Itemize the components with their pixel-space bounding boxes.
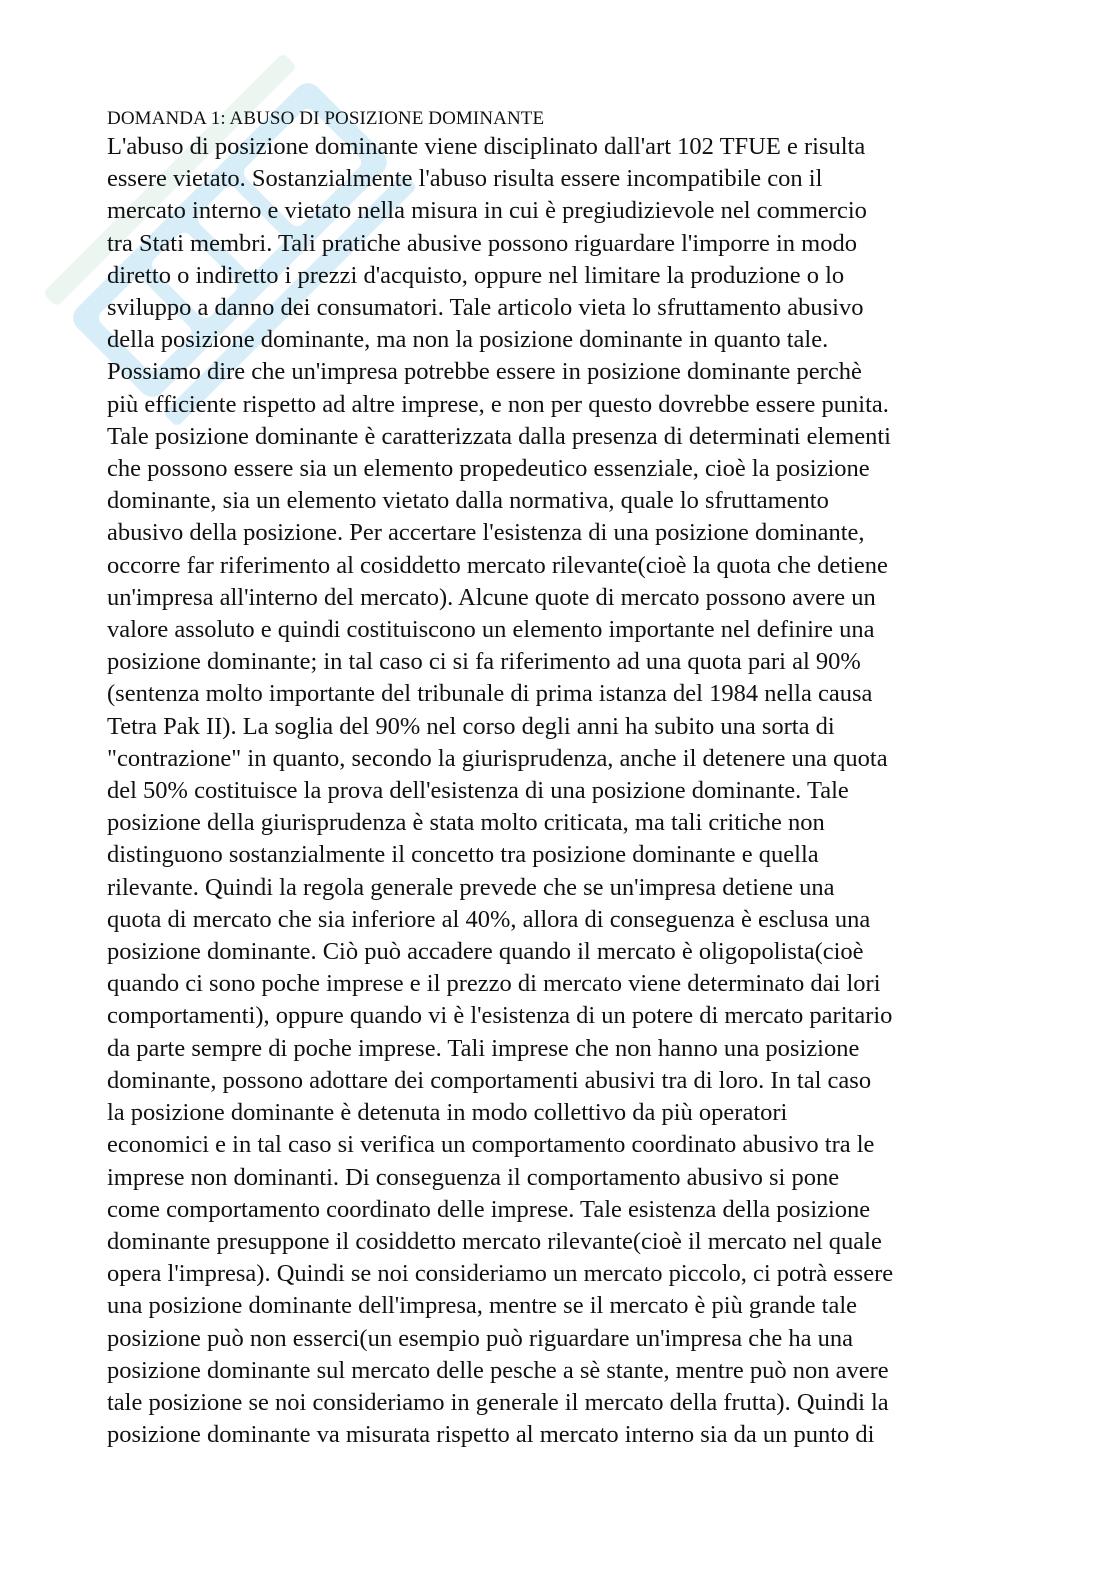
document-body-line: sviluppo a danno dei consumatori. Tale articolo vieta lo sfruttamento abusivo (107, 294, 864, 322)
document-body-line: distinguono sostanzialmente il concetto tra posizione dominante e quella (107, 841, 819, 869)
document-body (107, 131, 1007, 1451)
document-body-line: della posizione dominante, ma non la posizione dominante in quanto tale. (107, 326, 829, 354)
document-body-line: la posizione dominante è detenuta in modo collettivo da più operatori (107, 1099, 788, 1127)
document-body-line: abusivo della posizione. Per accertare l'esistenza di una posizione dominante, (107, 519, 865, 547)
document-body-line: (sentenza molto importante del tribunale di prima istanza del 1984 nella causa (107, 680, 873, 708)
document-body-line: opera l'impresa). Quindi se noi consideriamo un mercato piccolo, ci potrà essere (107, 1260, 894, 1288)
document-body-line: dominante presuppone il cosiddetto mercato rilevante(cioè il mercato nel quale (107, 1227, 882, 1255)
document-body-line: posizione dominante; in tal caso ci si fa riferimento ad una quota pari al 90% (107, 648, 861, 676)
document-heading: DOMANDA 1: ABUSO DI POSIZIONE DOMINANTE (107, 108, 545, 129)
document-body-line: "contrazione" in quanto, secondo la giurisprudenza, anche il detenere una quota (107, 744, 888, 772)
document-body-line: mercato interno e vietato nella misura in cui è pregiudizievole nel commercio (107, 197, 867, 225)
document-body-line: posizione può non esserci(un esempio può riguardare un'impresa che ha una (107, 1324, 853, 1352)
document-body-line: essere vietato. Sostanzialmente l'abuso risulta essere incompatibile con il (107, 165, 823, 193)
document-body-line: un'impresa all'interno del mercato). Alcune quote di mercato possono avere un (107, 583, 876, 611)
document-body-line: tale posizione se noi consideriamo in generale il mercato della frutta). Quindi la (107, 1388, 889, 1416)
document-body-line: economici e in tal caso si verifica un comportamento coordinato abusivo tra le (107, 1131, 875, 1159)
document-body-line: che possono essere sia un elemento propedeutico essenziale, cioè la posizione (107, 455, 870, 483)
document-body-line: posizione dominante sul mercato delle pesche a sè stante, mentre può non avere (107, 1356, 889, 1384)
document-body-line: quota di mercato che sia inferiore al 40%, allora di conseguenza è esclusa una (107, 905, 871, 933)
document-body-line: diretto o indiretto i prezzi d'acquisto, oppure nel limitare la produzione o lo (107, 261, 845, 289)
document-body-line: Tetra Pak II). La soglia del 90% nel corso degli anni ha subito una sorta di (107, 712, 835, 740)
document-body-line: rilevante. Quindi la regola generale prevede che se un'impresa detiene una (107, 873, 835, 901)
document-body-line: come comportamento coordinato delle imprese. Tale esistenza della posizione (107, 1195, 871, 1223)
document-body-line: posizione dominante. Ciò può accadere quando il mercato è oligopolista(cioè (107, 938, 864, 966)
document-body-line: comportamenti), oppure quando vi è l'esistenza di un potere di mercato paritario (107, 1002, 893, 1030)
document-body-line: posizione della giurisprudenza è stata molto criticata, ma tali critiche non (107, 809, 825, 837)
document-body-line: del 50% costituisce la prova dell'esistenza di una posizione dominante. Tale (107, 777, 849, 805)
document-body-line: imprese non dominanti. Di conseguenza il comportamento abusivo si pone (107, 1163, 840, 1191)
document-page (107, 107, 1007, 1451)
document-body-line: da parte sempre di poche imprese. Tali imprese che non hanno una posizione (107, 1034, 860, 1062)
document-body-line: Tale posizione dominante è caratterizzata dalla presenza di determinati elementi (107, 422, 891, 450)
document-body-line: una posizione dominante dell'impresa, mentre se il mercato è più grande tale (107, 1292, 858, 1320)
document-body-line: L'abuso di posizione dominante viene disciplinato dall'art 102 TFUE e risulta (107, 133, 866, 160)
document-body-line: più efficiente rispetto ad altre imprese, e non per questo dovrebbe essere punita. (107, 390, 889, 418)
document-body-line: dominante, sia un elemento vietato dalla normativa, quale lo sfruttamento (107, 487, 829, 515)
document-body-line: dominante, possono adottare dei comportamenti abusivi tra di loro. In tal caso (107, 1066, 872, 1094)
document-body-line: valore assoluto e quindi costituiscono un elemento importante nel definire una (107, 616, 875, 644)
document-body-line: posizione dominante va misurata rispetto al mercato interno sia da un punto di (107, 1421, 875, 1449)
document-body-line: Possiamo dire che un'impresa potrebbe essere in posizione dominante perchè (107, 358, 862, 386)
document-body-line: quando ci sono poche imprese e il prezzo di mercato viene determinato dai lori (107, 970, 881, 998)
document-body-line: tra Stati membri. Tali pratiche abusive possono riguardare l'imporre in modo (107, 229, 857, 257)
document-body-line: occorre far riferimento al cosiddetto mercato rilevante(cioè la quota che detiene (107, 551, 888, 579)
